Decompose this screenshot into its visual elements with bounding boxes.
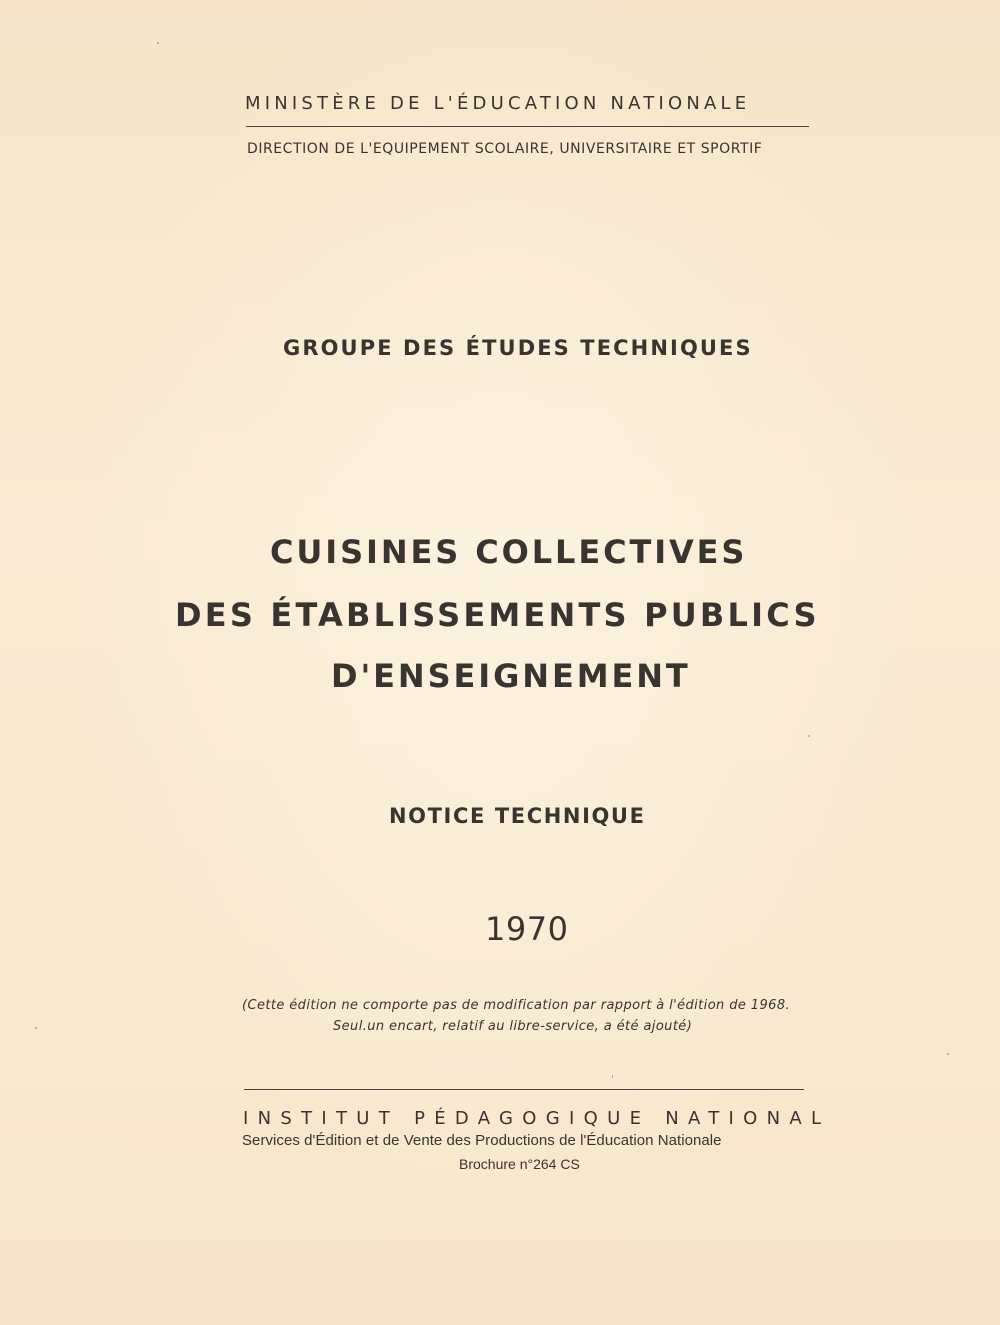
paper-speck: [612, 1075, 613, 1078]
publication-year: 1970: [485, 910, 569, 948]
publisher-name: INSTITUT PÉDAGOGIQUE NATIONAL: [243, 1108, 831, 1129]
paper-speck: [35, 1027, 37, 1029]
document-subtitle: NOTICE TECHNIQUE: [389, 804, 646, 828]
footer-divider: [244, 1089, 804, 1090]
paper-speck: [157, 42, 159, 44]
group-heading: GROUPE DES ÉTUDES TECHNIQUES: [283, 336, 753, 360]
paper-speck: [947, 1053, 949, 1055]
title-line-2: DES ÉTABLISSEMENTS PUBLICS: [175, 596, 820, 634]
paper-speck: [808, 735, 810, 737]
publisher-services: Services d'Édition et de Vente des Productions de l'Éducation Nationale: [242, 1132, 722, 1149]
direction-subheading: DIRECTION DE L'EQUIPEMENT SCOLAIRE, UNIVERSITAIRE ET SPORTIF: [247, 141, 763, 157]
header-divider: [246, 126, 809, 127]
brochure-number: Brochure n°264 CS: [459, 1156, 580, 1172]
title-line-1: CUISINES COLLECTIVES: [270, 533, 748, 571]
edition-note-line-2: Seul.un encart, relatif au libre-service, a été ajouté): [333, 1019, 693, 1034]
ministry-heading: MINISTÈRE DE L'ÉDUCATION NATIONALE: [245, 93, 751, 114]
edition-note-line-1: (Cette édition ne comporte pas de modification par rapport à l'édition de 1968.: [242, 998, 791, 1013]
title-line-3: D'ENSEIGNEMENT: [331, 657, 691, 695]
